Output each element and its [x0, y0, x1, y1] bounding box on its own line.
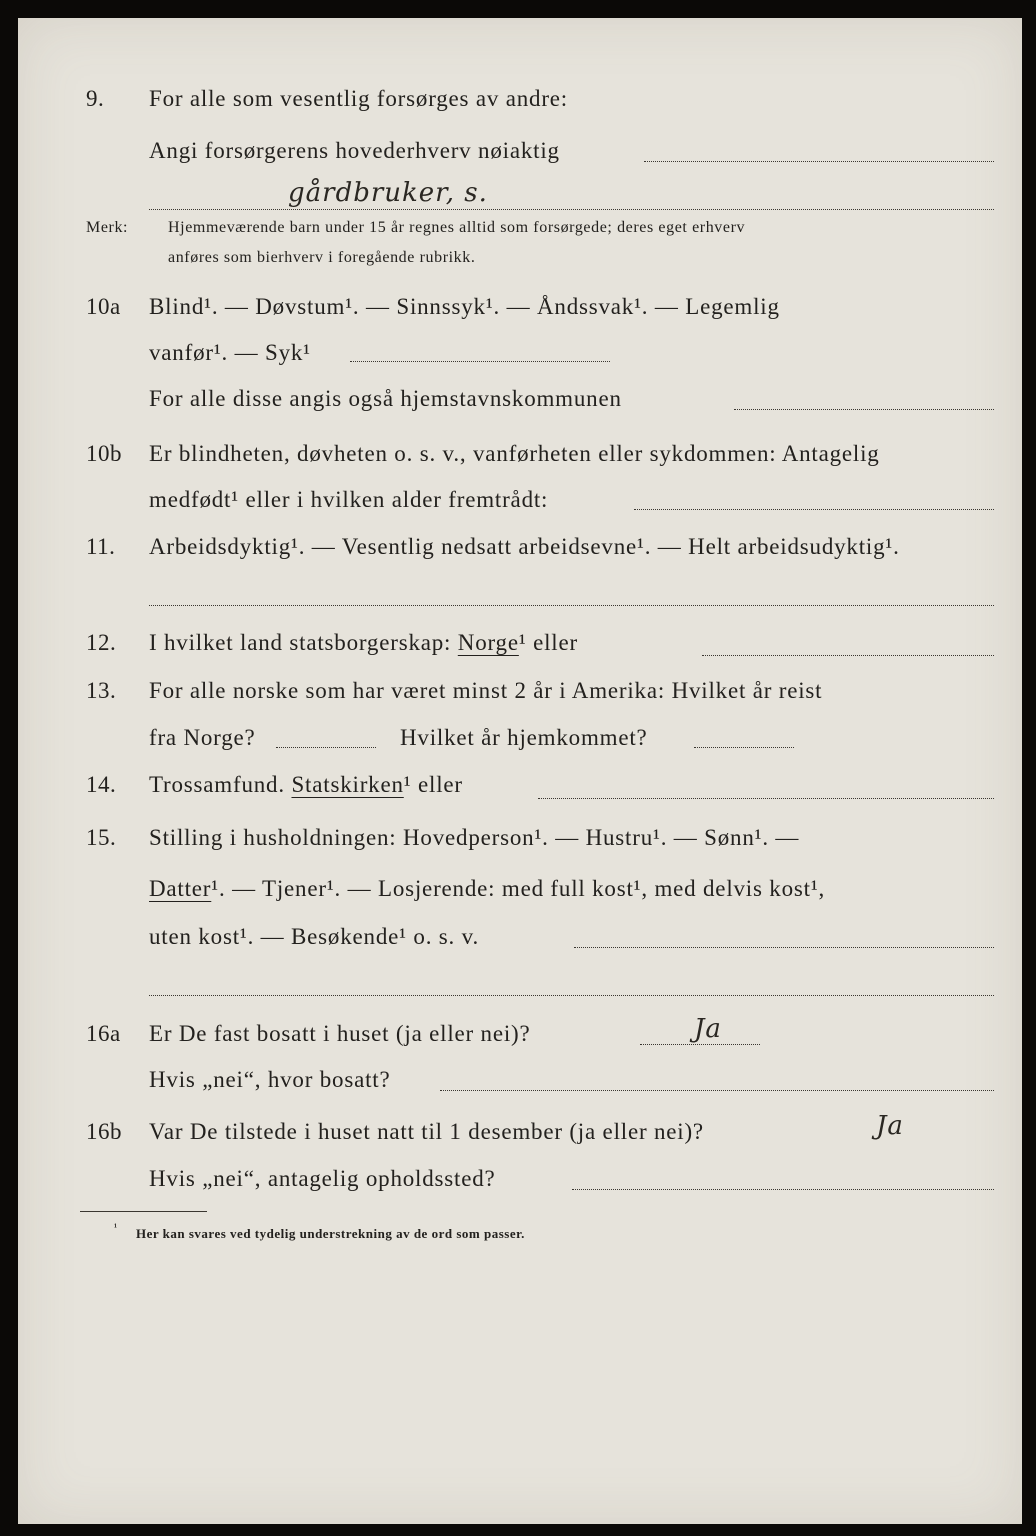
- q10a-line3: For alle disse angis også hjemstavnskommunen: [149, 386, 622, 411]
- q15-answer-line-2: [149, 995, 994, 996]
- q10b-line1: Er blindheten, døvheten o. s. v., vanførheten eller sykdommen: Antagelig: [149, 441, 880, 466]
- q12-prefix: I hvilket land statsborgerskap:: [149, 630, 458, 655]
- q12-text: [149, 630, 578, 656]
- q16b-line2: Hvis „nei“, antagelig opholdssted?: [149, 1166, 496, 1191]
- q12-suffix: ¹ eller: [518, 630, 578, 655]
- q16a-line1: Er De fast bosatt i huset (ja eller nei)?: [149, 1021, 531, 1046]
- q12-answer-line: [702, 655, 994, 656]
- merk-line2: anføres som bierhverv i foregående rubrikk.: [168, 249, 476, 266]
- q14-prefix: Trossamfund.: [149, 772, 292, 797]
- q9-answer-line-1: [644, 161, 994, 162]
- q10b-line2: medfødt¹ eller i hvilken alder fremtrådt:: [149, 487, 549, 512]
- q12-underlined: Norge: [457, 630, 519, 655]
- q16a-answer-line: [640, 1044, 760, 1045]
- q9-answer-line-2: [149, 209, 994, 210]
- q10a-syk-line: [350, 361, 610, 362]
- q10b-answer-line: [634, 509, 994, 510]
- q9-line2: Angi forsørgerens hovederhverv nøiaktig: [149, 138, 560, 163]
- q14-number: 14.: [86, 772, 117, 797]
- q12-number: 12.: [86, 630, 117, 655]
- q15-line1: Stilling i husholdningen: Hovedperson¹. — Hustru¹. — Sønn¹. —: [149, 825, 800, 850]
- q11-number: 11.: [86, 534, 116, 559]
- q13-line1: For alle norske som har været minst 2 år i Amerika: Hvilket år reist: [149, 678, 823, 703]
- q15-line2-rest: ¹. — Tjener¹. — Losjerende: med full kost¹, med delvis kost¹,: [211, 876, 826, 901]
- q15-number: 15.: [86, 825, 117, 850]
- merk-line1: Hjemmeværende barn under 15 år regnes alltid som forsørgede; deres eget erhverv: [168, 219, 746, 236]
- q10a-number: 10a: [86, 294, 121, 319]
- footnote-rule: [80, 1211, 207, 1212]
- q10b-number: 10b: [86, 441, 122, 466]
- q14-suffix: ¹ eller: [403, 772, 463, 797]
- q9-line1: For alle som vesentlig forsørges av andre:: [149, 86, 568, 111]
- footnote-mark: ¹: [114, 1222, 118, 1233]
- q16a-line2: Hvis „nei“, hvor bosatt?: [149, 1067, 391, 1092]
- q16a-number: 16a: [86, 1021, 121, 1046]
- q15-line2: [149, 876, 825, 902]
- q9-handwritten-answer: gårdbruker, s.: [288, 178, 488, 208]
- footnote-text: Her kan svares ved tydelig understrekning av de ord som passer.: [136, 1226, 525, 1241]
- q16b-opholdssted-line: [572, 1189, 994, 1190]
- q16b-number: 16b: [86, 1119, 122, 1144]
- q16b-handwritten-answer: Ja: [876, 1111, 904, 1141]
- q16a-handwritten-answer: Ja: [694, 1014, 722, 1044]
- q13-line2b: Hvilket år hjemkommet?: [400, 725, 648, 750]
- q14-text: [149, 772, 463, 798]
- q15-line3: uten kost¹. — Besøkende¹ o. s. v.: [149, 924, 480, 949]
- q13-number: 13.: [86, 678, 117, 703]
- q13-line2a: fra Norge?: [149, 725, 256, 750]
- q11-answer-line: [149, 605, 994, 606]
- q11-line1: Arbeidsdyktig¹. — Vesentlig nedsatt arbeidsevne¹. — Helt arbeidsudyktig¹.: [149, 534, 900, 559]
- merk-label: Merk:: [86, 219, 129, 236]
- q9-number: 9.: [86, 86, 105, 111]
- q15-datter-underlined: Datter: [149, 876, 212, 901]
- q10a-line1: Blind¹. — Døvstum¹. — Sinnssyk¹. — Åndssvak¹. — Legemlig: [149, 294, 780, 319]
- q10a-hjemstavn-line: [734, 409, 994, 410]
- q14-answer-line: [538, 798, 994, 799]
- census-form-page: [18, 18, 1022, 1524]
- q13-hjemkommet-line: [694, 747, 794, 748]
- q13-reist-line: [276, 747, 376, 748]
- q16b-line1: Var De tilstede i huset natt til 1 desember (ja eller nei)?: [149, 1119, 704, 1144]
- q16a-bosatt-line: [440, 1090, 994, 1091]
- q15-answer-line-1: [574, 947, 994, 948]
- q10a-line2: vanfør¹. — Syk¹: [149, 340, 311, 365]
- q14-underlined: Statskirken: [291, 772, 404, 797]
